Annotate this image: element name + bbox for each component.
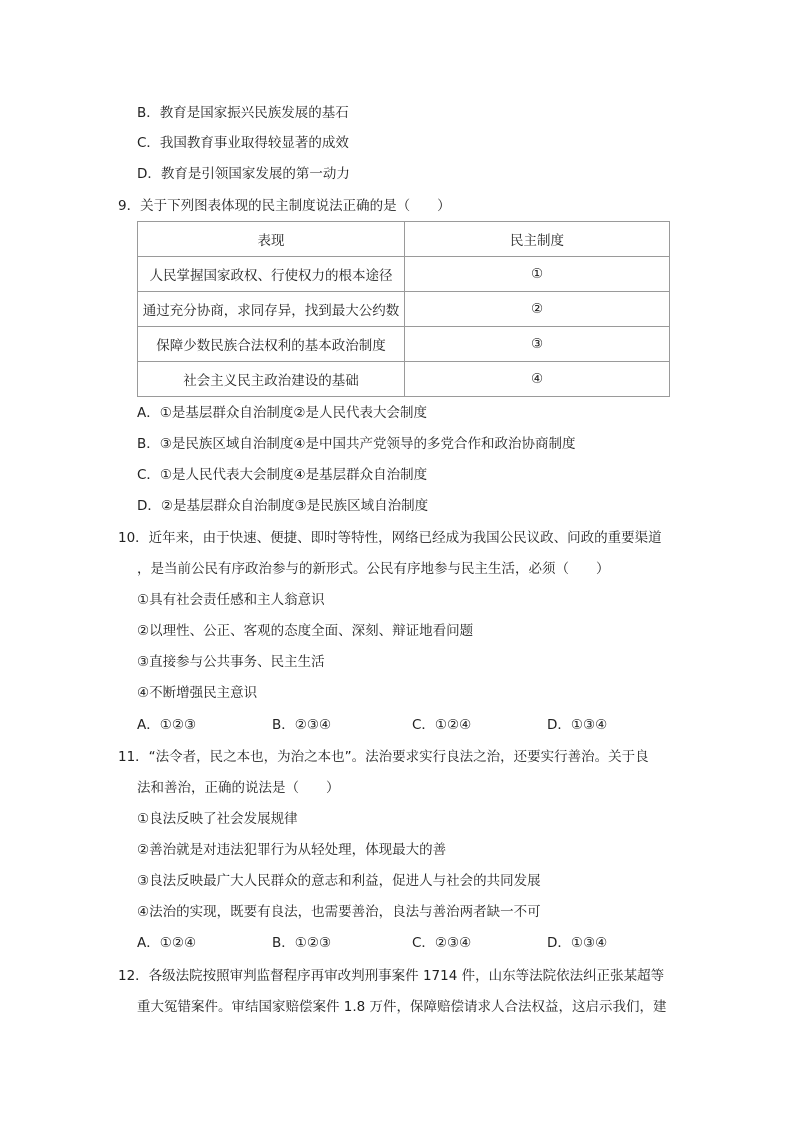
q9-table	[137, 221, 670, 397]
table-cell: ①	[405, 257, 670, 292]
q10-option-b: B．②③④	[272, 717, 332, 733]
q9-option-b: B．③是民族区域自治制度④是中国共产党领导的多党合作和政治协商制度	[137, 436, 576, 452]
q10-item-1: ①具有社会责任感和主人翁意识	[137, 592, 325, 608]
table-cell: ④	[405, 362, 670, 397]
q10-option-d: D．①③④	[547, 717, 608, 733]
q11-item-3: ③良法反映最广大人民群众的意志和利益，促进人与社会的共同发展	[137, 873, 541, 889]
q11-option-c: C．②③④	[412, 935, 472, 951]
q9-option-c: C．①是人民代表大会制度④是基层群众自治制度	[137, 467, 428, 483]
q9-stem: 9．关于下列图表体现的民主制度说法正确的是（ ）	[118, 198, 451, 214]
table-cell: 社会主义民主政治建设的基础	[138, 362, 405, 397]
q12-stem-line1: 12．各级法院按照审判监督程序再审改判刑事案件 1714 件，山东等法院依法纠正张某超等	[118, 968, 665, 984]
table-header: 表现	[138, 222, 405, 257]
q10-stem-line1: 10．近年来，由于快速、便捷、即时等特性，网络已经成为我国公民议政、问政的重要渠道	[118, 530, 662, 546]
table-header-row	[138, 222, 670, 257]
q10-option-c: C．①②④	[412, 717, 472, 733]
table-cell: 保障少数民族合法权利的基本政治制度	[138, 327, 405, 362]
q10-item-2: ②以理性、公正、客观的态度全面、深刻、辩证地看问题	[137, 623, 474, 639]
q10-item-4: ④不断增强民主意识	[137, 685, 258, 701]
q11-option-b: B．①②③	[272, 935, 332, 951]
table-cell: 通过充分协商，求同存异，找到最大公约数	[138, 292, 405, 327]
table-cell: ③	[405, 327, 670, 362]
q10-item-3: ③直接参与公共事务、民主生活	[137, 654, 325, 670]
q11-item-2: ②善治就是对违法犯罪行为从轻处理，体现最大的善	[137, 842, 447, 858]
q10-option-a: A．①②③	[137, 717, 197, 733]
q8-option-c: C．我国教育事业取得较显著的成效	[137, 135, 349, 151]
q11-item-1: ①良法反映了社会发展规律	[137, 811, 298, 827]
table-row	[138, 362, 670, 397]
q11-item-4: ④法治的实现，既要有良法，也需要善治，良法与善治两者缺一不可	[137, 904, 541, 920]
q9-option-a: A．①是基层群众自治制度②是人民代表大会制度	[137, 405, 427, 421]
q10-options	[137, 715, 657, 735]
table-cell: ②	[405, 292, 670, 327]
table-row	[138, 327, 670, 362]
q11-option-a: A．①②④	[137, 935, 197, 951]
q8-option-d: D．教育是引领国家发展的第一动力	[137, 166, 350, 182]
q9-option-d: D．②是基层群众自治制度③是民族区域自治制度	[137, 498, 429, 514]
table-row	[138, 257, 670, 292]
q8-option-b: B．教育是国家振兴民族发展的基石	[137, 105, 349, 121]
q11-stem-line2: 法和善治，正确的说法是（ ）	[137, 780, 340, 796]
table-row	[138, 292, 670, 327]
table-cell: 人民掌握国家政权、行使权力的根本途径	[138, 257, 405, 292]
q10-stem-line2: ，是当前公民有序政治参与的新形式。公民有序地参与民主生活，必须（ ）	[137, 561, 610, 577]
q11-option-d: D．①③④	[547, 935, 608, 951]
q11-stem-line1: 11．“法令者，民之本也，为治之本也”。法治要求实行良法之治，还要实行善治。关于良	[118, 749, 649, 765]
table-header: 民主制度	[405, 222, 670, 257]
q11-options	[137, 933, 657, 953]
q12-stem-line2: 重大冤错案件。审结国家赔偿案件 1.8 万件，保障赔偿请求人合法权益，这启示我们，建	[137, 999, 667, 1015]
